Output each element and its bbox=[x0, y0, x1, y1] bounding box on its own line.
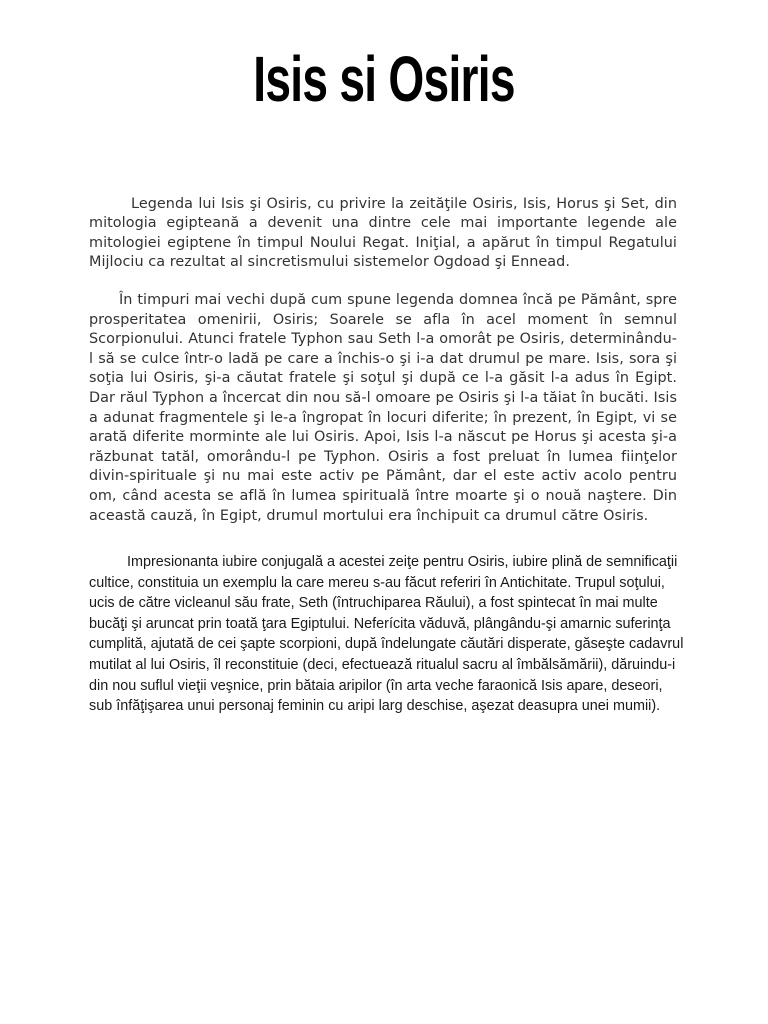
paragraph-intro: Legenda lui Isis şi Osiris, cu privire la zeităţile Osiris, Isis, Horus şi Set, din mitologia egipteană a devenit una dintre cele mai importante legende ale mitologiei egiptene în timpul Noului Regat. Iniţial, a apărut în timpul Regatului Mijlociu ca rezultat al sincretismului sistemelor Ogdoad şi Ennead. bbox=[89, 196, 677, 271]
paragraph-legend: În timpuri mai vechi după cum spune legenda domnea încă pe Pământ, spre prosperitatea omenirii, Osiris; Soarele se afla în acel moment în semnul Scorpionului. Atunci fratele Typhon sau Seth l-a omorât pe Osiris, determinându-l să se culce într-o ladă pe care a închis-o şi i-a dat drumul pe mare. Isis, sora şi soţia lui Osiris, şi-a căutat fratele şi soţul şi după ce l-a găsit l-a adus în Egipt. Dar răul Typhon a încercat din nou să-l omoare pe Osiris şi l-a tăiat în bucăti. Isis a adunat fragmentele şi le-a îngropat în locuri diferite; în prezent, în Egipt, vi se arată diferite morminte ale lui Osiris. Apoi, Isis l-a născut pe Horus şi acesta şi-a răzbunat tatăl, omorându-l pe Typhon. Osiris a fost preluat în lumea fiinţelor divin-spirituale şi nu mai este activ pe Pământ, dar el este activ acolo pentru om, când acesta se află în lumea spirituală între moarte şi o nouă naştere. Din această cauză, în Egipt, drumul mortului era închipuit ca drumul către Osiris. bbox=[89, 292, 677, 524]
page-title: Isis si Osiris bbox=[253, 43, 515, 115]
paragraph-isis-love: Impresionanta iubire conjugală a acestei zeiţe pentru Osiris, iubire plină de semnificaţii cultice, constituia un exemplu la care mereu s-au făcut referiri în Antichitate. Trupul soţului, ucis de către vicleanul său frate, Seth (întruchiparea Răului), a fost spintecat în mai multe bucăţi şi aruncat prin toată ţara Egiptului. Neferícita văduvă, plângându-şi amarnic suferinţa cumplită, ajutată de cei şapte scorpioni, după îndelungate căutări disperate, găseşte cadavrul mutilat al lui Osiris, îl reconstituie (deci, efectuează ritualul sacru al îmbălsămării), dăruindu-i din nou suflul vieţii veşnice, prin bătaia aripilor (în arta veche faraonică Isis apare, deseori, sub înfăţişarea unui personaj feminin cu aripi larg deschise, aşezat deasupra unei mumii). bbox=[89, 554, 684, 715]
